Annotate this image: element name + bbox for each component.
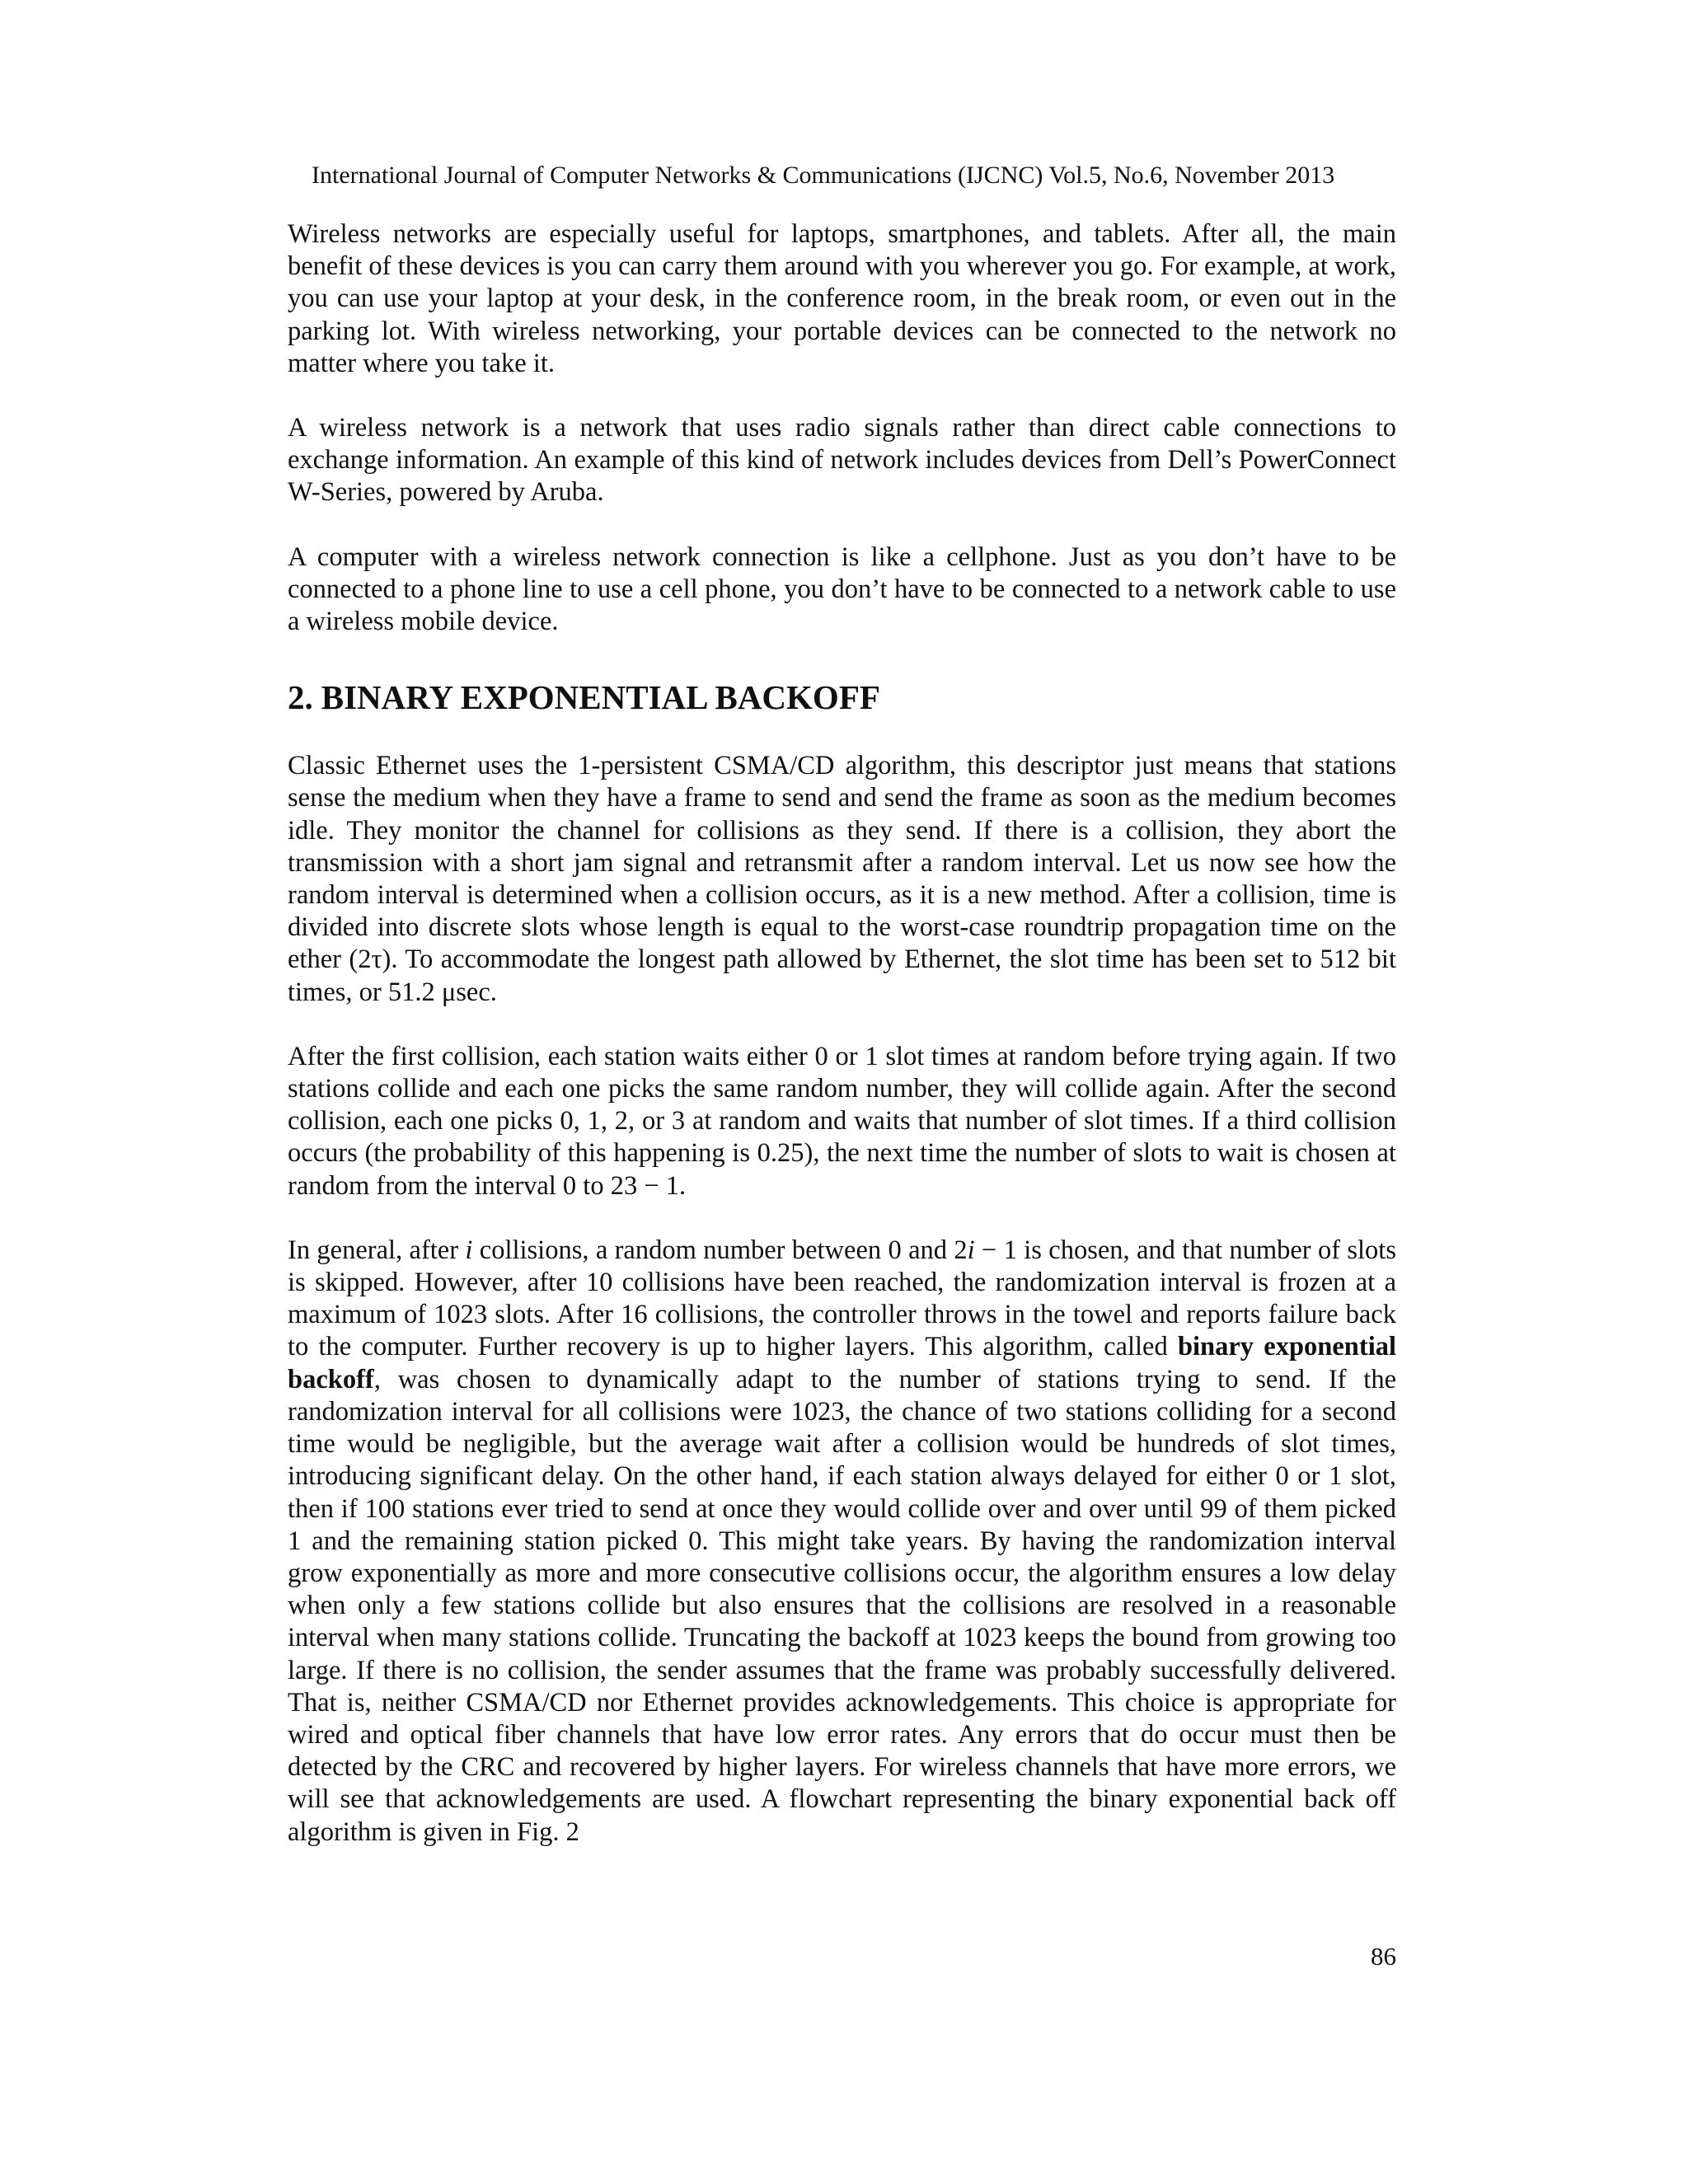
section-paragraph-1: Classic Ethernet uses the 1-persistent CSMA/CD algorithm, this descriptor just means that stations sense the medium when they have a frame to send and send the frame as soon as the medium becomes idle. They monitor the channel for collisions as they send. If there is a collision, they abort the transmission with a short jam signal and retransmit after a random interval. Let us now see how the random interval is determined when a collision occurs, as it is a new method. After a collision, time is divided into discrete slots whose length is equal to the worst-case roundtrip propagation time on the ether (2τ). To accommodate the longest path allowed by Ethernet, the slot time has been set to 512 bit times, or 51.2 μsec.: [288, 751, 1396, 1007]
p3-text-b: collisions, a random number between 0 and 2: [472, 1235, 968, 1265]
intro-paragraph-1: Wireless networks are especially useful for laptops, smartphones, and tablets. After all, the main benefit of these devices is you can carry them around with you wherever you go. For example, at work, you can use your laptop at your desk, in the conference room, in the break room, or even out in the parking lot. With wireless networking, your portable devices can be connected to the network no matter where you take it.: [288, 219, 1396, 378]
p3-text-c: − 1 is chosen, and that number of slots is skipped. However, after 10 collisions have been reached, the randomization interval is frozen at a maximum of 1023 slots. After 16 collisions, the controller throws in the towel and reports failure back to the computer. Further recovery is up to higher layers. This algorithm, called: [288, 1235, 1396, 1362]
intro-paragraph-3: A computer with a wireless network connection is like a cellphone. Just as you don’t have to be connected to a phone line to use a cell phone, you don’t have to be connected to a network cable to use a wireless mobile device.: [288, 541, 1396, 637]
section-paragraph-2: After the first collision, each station waits either 0 or 1 slot times at random before trying again. If two stations collide and each one picks the same random number, they will collide again. After the second collision, each one picks 0, 1, 2, or 3 at random and waits that number of slot times. If a third collision occurs (the probability of this happening is 0.25), the next time the number of slots to wait is chosen at random from the interval 0 to 23 − 1.: [288, 1041, 1396, 1201]
p3-exp-i: i: [967, 1235, 975, 1265]
p3-text-d: , was chosen to dynamically adapt to the number of stations trying to send. If the randomization interval for all collisions were 1023, the chance of two stations colliding for a second time would be negligible, but the average wait after a collision would be hundreds of slot times, introducing significant delay. On the other hand, if each station always delayed for either 0 or 1 slot, then if 100 stations ever tried to send at once they would collide over and over until 99 of them picked 1 and the remaining station picked 0. This might take years. By having the randomization interval grow exponentially as more and more consecutive collisions occur, the algorithm ensures a low delay when only a few stations collide but also ensures that the collisions are resolved in a reasonable interval when many stations collide. Truncating the backoff at 1023 keeps the bound from growing too large. If there is no collision, the sender assumes that the frame was probably successfully delivered. That is, neither CSMA/CD nor Ethernet provides acknowledgements. This choice is appropriate for wired and optical fiber channels that have low error rates. Any errors that do occur must then be detected by the CRC and recovered by higher layers. For wireless channels that have more errors, we will see that acknowledgements are used. A flowchart representing the binary exponential back off algorithm is given in Fig. 2: [288, 1364, 1396, 1847]
p3-var-i: i: [465, 1235, 473, 1265]
section-heading: [288, 677, 1396, 717]
p3-term-bold: binary exponential backoff: [288, 1332, 1397, 1394]
p3-text-a: In general, after: [288, 1235, 466, 1265]
section-title: BINARY EXPONENTIAL BACKOFF: [321, 678, 880, 717]
section-number: 2.: [288, 678, 313, 717]
running-header: International Journal of Computer Networks & Communications (IJCNC) Vol.5, No.6, November 2013: [312, 162, 1335, 189]
intro-paragraph-2: A wireless network is a network that uses radio signals rather than direct cable connections to exchange information. An example of this kind of network includes devices from Dell’s PowerConnect W-Series, powered by Aruba.: [288, 413, 1396, 508]
page-number: 86: [1371, 1942, 1396, 1971]
section-paragraph-3: [288, 1235, 1396, 1849]
article-body: [288, 218, 1396, 1881]
